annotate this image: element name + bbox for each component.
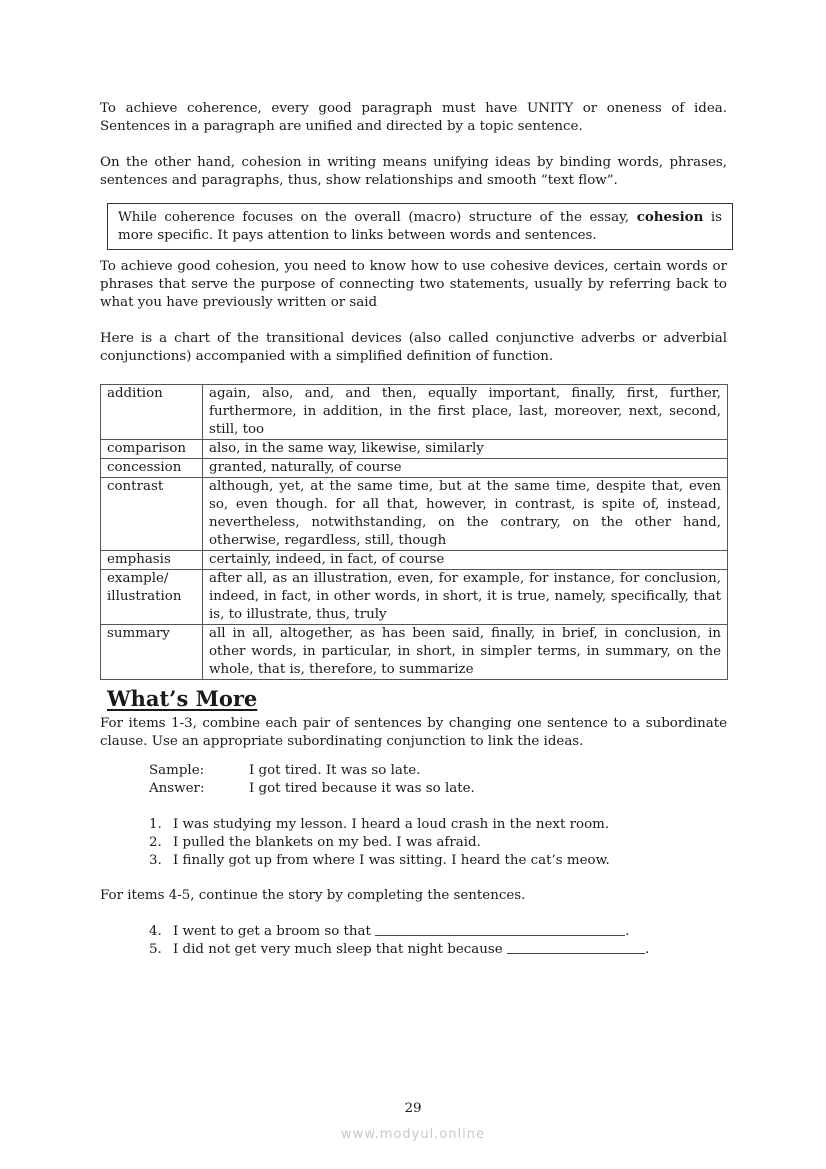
devices-cell: all in all, altogether, as has been said, finally, in brief, in conclusion, in other words, in particular, in short, in simpler terms, in summary, on the whole, that is, therefore, to summarize bbox=[203, 625, 728, 680]
list-item bbox=[149, 923, 649, 941]
table-row bbox=[101, 625, 728, 680]
note-bold: cohesion bbox=[636, 209, 704, 225]
section-heading: What’s More bbox=[107, 686, 258, 711]
table-row bbox=[101, 385, 728, 440]
category-cell: example/ illustration bbox=[101, 570, 203, 625]
answer-blank[interactable] bbox=[375, 923, 625, 936]
items-1-3 bbox=[149, 816, 610, 870]
list-item bbox=[149, 852, 610, 870]
category-cell: concession bbox=[101, 459, 203, 478]
page-number: 29 bbox=[404, 1101, 422, 1116]
answer-label: Answer: bbox=[149, 781, 205, 796]
table-row bbox=[101, 459, 728, 478]
item-text: I was studying my lesson. I heard a loud crash in the next room. bbox=[173, 817, 610, 832]
table-row bbox=[101, 440, 728, 459]
item-number: 2. bbox=[149, 835, 162, 850]
sample-label: Sample: bbox=[149, 763, 205, 778]
answer-blank[interactable] bbox=[507, 941, 645, 954]
note-text: While coherence focuses on the overall (macro) structure of the essay, bbox=[118, 210, 637, 225]
item-text: I went to get a broom so that bbox=[173, 924, 376, 939]
category-cell: emphasis bbox=[101, 551, 203, 570]
item-text: I pulled the blankets on my bed. I was afraid. bbox=[173, 835, 481, 850]
item-number: 3. bbox=[149, 853, 162, 868]
devices-cell: again, also, and, and then, equally important, finally, first, further, furthermore, in addition, in the first place, last, moreover, next, second, still, too bbox=[203, 385, 728, 440]
note-text-end: is more specific. It pays attention to links between words and sentences. bbox=[118, 210, 722, 243]
category-cell: addition bbox=[101, 385, 203, 440]
list-item bbox=[149, 816, 610, 834]
answer-text: I got tired because it was so late. bbox=[249, 781, 475, 796]
devices-cell: granted, naturally, of course bbox=[203, 459, 728, 478]
sample-text: I got tired. It was so late. bbox=[249, 763, 421, 778]
item-number: 1. bbox=[149, 817, 162, 832]
devices-cell: although, yet, at the same time, but at the same time, despite that, even so, even though. for all that, however, in contrast, is spite of, instead, nevertheless, notwithstanding, on the contrary, on the other hand, otherwise, regardless, still, though bbox=[203, 478, 728, 551]
devices-cell: after all, as an illustration, even, for example, for instance, for conclusion, indeed, in fact, in other words, in short, it is true, namely, specifically, that is, to illustrate, thus, truly bbox=[203, 570, 728, 625]
item-text: I did not get very much sleep that night because bbox=[173, 942, 507, 957]
instructions-1-3: For items 1-3, combine each pair of sentences by changing one sentence to a subordinate clause. Use an appropriate subordinating conjunction to link the ideas. bbox=[100, 716, 727, 749]
paragraph-devices: To achieve good cohesion, you need to know how to use cohesive devices, certain words or phrases that serve the purpose of connecting two statements, usually by referring back to what you have previously written or said bbox=[100, 259, 727, 310]
sample-block bbox=[149, 762, 475, 798]
watermark: www.modyul.online bbox=[340, 1127, 486, 1142]
paragraph-chart-intro: Here is a chart of the transitional devices (also called conjunctive adverbs or adverbial conjunctions) accompanied with a simplified definition of function. bbox=[100, 331, 727, 364]
category-cell: summary bbox=[101, 625, 203, 680]
item-number: 5. bbox=[149, 942, 162, 957]
category-cell: comparison bbox=[101, 440, 203, 459]
list-item bbox=[149, 834, 610, 852]
table-row bbox=[101, 570, 728, 625]
category-cell: contrast bbox=[101, 478, 203, 551]
note-box bbox=[107, 203, 733, 250]
table-row bbox=[101, 551, 728, 570]
paragraph-cohesion: On the other hand, cohesion in writing means unifying ideas by binding words, phrases, sentences and paragraphs, thus, show relationships and smooth “text flow”. bbox=[100, 155, 727, 188]
item-end: . bbox=[625, 924, 630, 939]
items-4-5 bbox=[149, 923, 649, 959]
list-item bbox=[149, 941, 649, 959]
paragraph-unity: To achieve coherence, every good paragraph must have UNITY or oneness of idea. Sentences in a paragraph are unified and directed by a topic sentence. bbox=[100, 101, 727, 134]
table-row bbox=[101, 478, 728, 551]
instructions-4-5: For items 4-5, continue the story by completing the sentences. bbox=[100, 888, 526, 903]
item-end: . bbox=[644, 942, 650, 957]
transitional-devices-table bbox=[100, 384, 728, 680]
item-text: I finally got up from where I was sitting. I heard the cat’s meow. bbox=[173, 853, 610, 868]
item-number: 4. bbox=[149, 924, 162, 939]
devices-cell: also, in the same way, likewise, similarly bbox=[203, 440, 728, 459]
devices-cell: certainly, indeed, in fact, of course bbox=[203, 551, 728, 570]
